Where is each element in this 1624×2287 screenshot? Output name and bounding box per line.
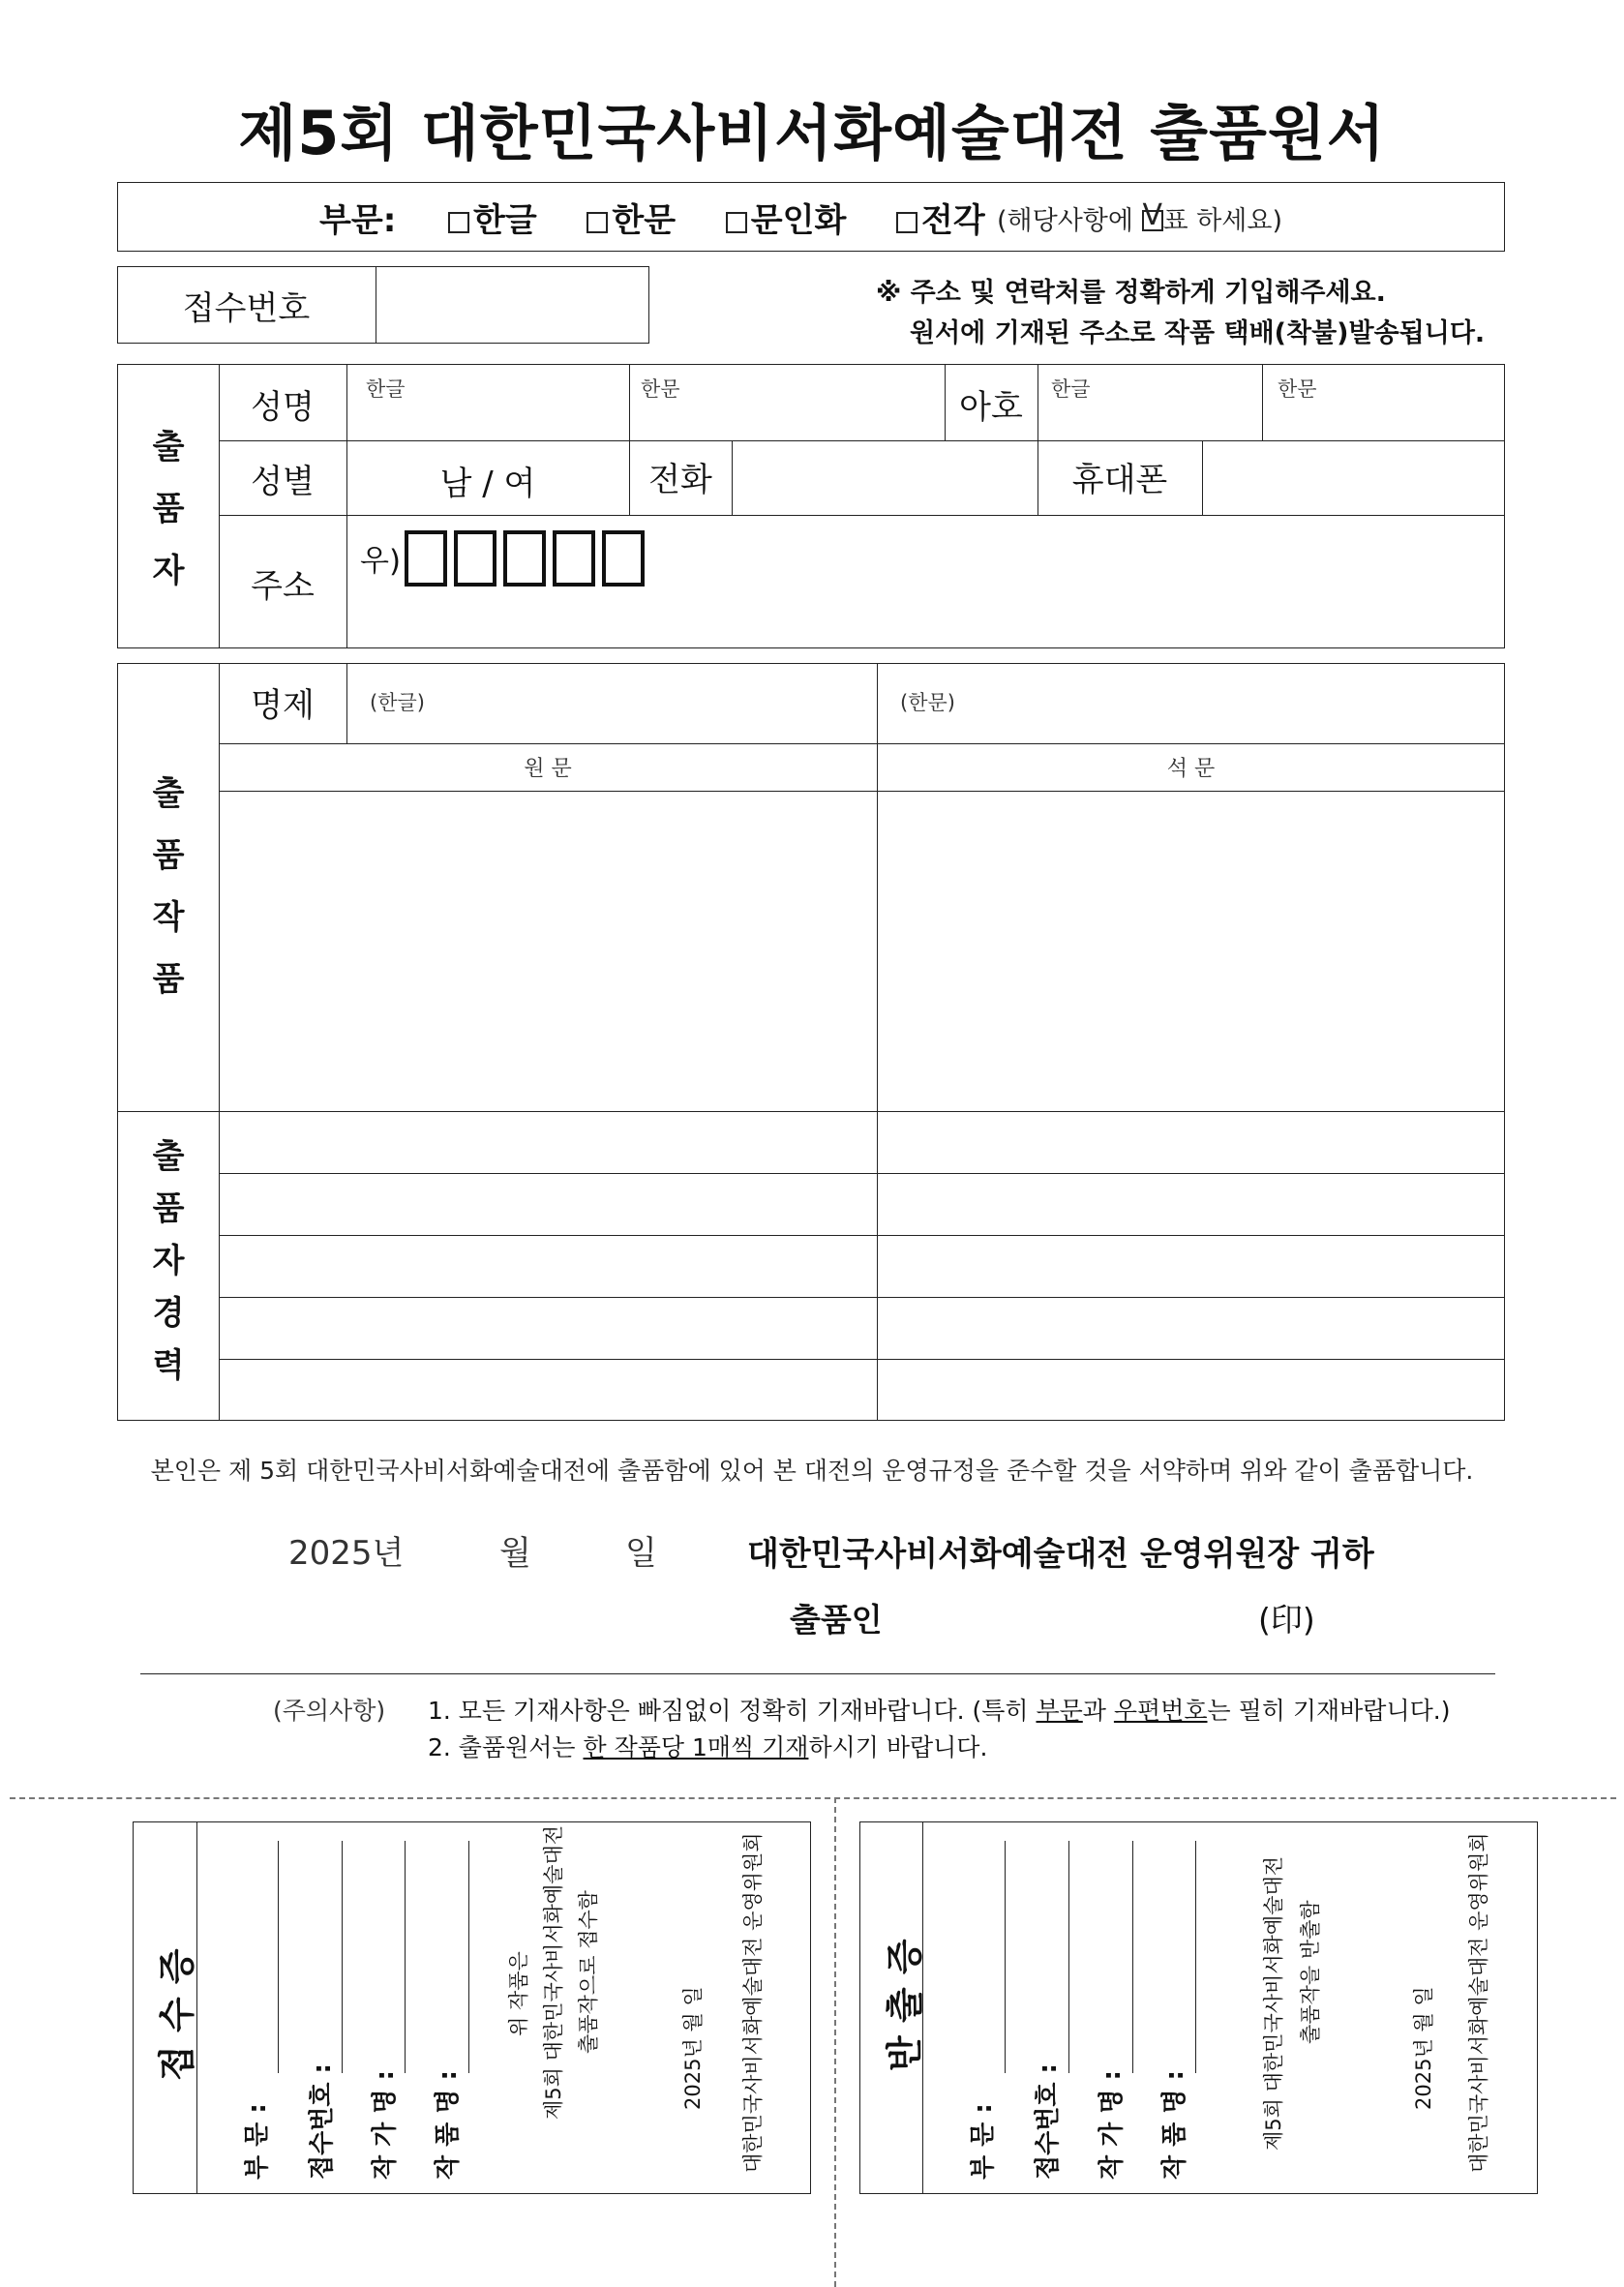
seal-mark: (印)	[1258, 1601, 1315, 1639]
pledge-text: 본인은 제 5회 대한민국사비서화예술대전에 출품함에 있어 본 대전의 운영규정을 준수할 것을 서약하며 위와 같이 출품합니다.	[150, 1457, 1474, 1485]
return-body-line-1: 제5회 대한민국사비서화예술대전	[1262, 1855, 1285, 2151]
original-text-area[interactable]	[221, 793, 875, 1109]
category-hint: (해당사항에 V 표 하세요)	[997, 198, 1282, 236]
gender-value[interactable]: 남 / 여	[439, 465, 536, 503]
category-selector	[319, 194, 985, 241]
career-row[interactable]	[221, 1237, 1503, 1295]
postal-digit-box[interactable]	[405, 530, 447, 587]
postal-digit-box[interactable]	[454, 530, 496, 587]
checkbox-icon[interactable]	[896, 212, 917, 233]
artwork-title-hangul-hint: (한글)	[370, 691, 425, 714]
return-field-receipt-no: 접수번호 :	[1034, 2063, 1063, 2180]
cut-line-horizontal	[10, 1797, 1616, 1799]
cut-line-vertical	[834, 1797, 836, 2287]
category-option-jeongak[interactable]: 전각	[896, 201, 985, 240]
address-label: 주소	[251, 567, 315, 606]
gender-label: 성별	[251, 463, 315, 501]
receipt-slip-title: 접 수 증	[156, 1948, 198, 2081]
translation-header: 석 문	[1166, 757, 1216, 781]
pen-name-hangul-hint: 한글	[1051, 377, 1091, 401]
notice-line-2: 원서에 기재된 주소로 작품 택배(착불)발송됩니다.	[910, 318, 1486, 348]
name-hangul-field[interactable]	[348, 366, 627, 438]
receipt-body-line-3: 출품작으로 접수함	[577, 1890, 600, 2054]
caution-item-1: 1. 모든 기재사항은 빠짐없이 정확히 기재바랍니다. (특히 부문과 우편번호는 필히 기재바랍니다.)	[428, 1697, 1451, 1725]
receipt-number-label: 접수번호	[182, 289, 311, 328]
career-row[interactable]	[221, 1361, 1503, 1419]
receipt-field-category: 부 문 :	[243, 2103, 272, 2180]
receipt-field-receipt-no: 접수번호 :	[308, 2063, 337, 2180]
return-field-artist: 작 가 명 :	[1098, 2070, 1127, 2180]
artwork-section-label: 출 품 작 품	[152, 774, 185, 999]
return-slip-title: 반 출 증	[884, 1939, 926, 2071]
return-body-line-2: 출품작을 반출함	[1299, 1900, 1322, 2044]
postal-digit-box[interactable]	[602, 530, 645, 587]
pen-name-hangul-field[interactable]	[1039, 366, 1260, 438]
original-text-header: 원 문	[524, 757, 572, 781]
notice-line-1: ※ 주소 및 연락처를 정확하게 기입해주세요.	[876, 278, 1386, 308]
mobile-label: 휴대폰	[1071, 461, 1168, 499]
artwork-title-hanja-hint: (한문)	[900, 691, 955, 714]
checkbox-icon[interactable]	[586, 212, 608, 233]
return-issuer: 대한민국사비서화예술대전 운영위원회	[1467, 1832, 1490, 2173]
applicant-sign-field[interactable]	[900, 1587, 1248, 1636]
applicant-section-label: 출 품 자	[152, 428, 185, 590]
addressee: 대한민국사비서화예술대전 운영위원장 귀하	[747, 1535, 1374, 1574]
caution-label: (주의사항)	[273, 1697, 386, 1725]
pen-name-label: 아호	[959, 388, 1023, 427]
category-option-hanja[interactable]: 한문	[586, 201, 676, 240]
mobile-field[interactable]	[1204, 442, 1503, 513]
category-label: 부문:	[319, 201, 397, 240]
checkmark-icon: V	[1142, 198, 1163, 232]
career-section-label: 출 품 자 경 력	[152, 1137, 185, 1385]
pen-name-hanja-field[interactable]	[1264, 366, 1503, 438]
return-field-category: 부 문 :	[969, 2103, 998, 2180]
career-row[interactable]	[221, 1299, 1503, 1357]
postal-digit-box[interactable]	[503, 530, 546, 587]
date-month: 월	[499, 1534, 531, 1573]
phone-label: 전화	[648, 461, 712, 499]
checkbox-icon[interactable]	[726, 212, 747, 233]
translation-area[interactable]	[879, 793, 1503, 1109]
phone-field[interactable]	[734, 442, 1036, 513]
category-option-hangul[interactable]: 한글	[448, 201, 537, 240]
career-row[interactable]	[221, 1175, 1503, 1233]
receipt-field-work: 작 품 명 :	[434, 2070, 463, 2180]
receipt-date: 2025년 월 일	[681, 1986, 705, 2110]
receipt-body-line-1: 위 작품은	[507, 1951, 530, 2036]
name-hangul-hint: 한글	[366, 377, 406, 401]
receipt-issuer: 대한민국사비서화예술대전 운영위원회	[741, 1832, 765, 2173]
postal-digit-box[interactable]	[553, 530, 595, 587]
applicant-sign-label: 출품인	[790, 1601, 883, 1639]
receipt-number-field[interactable]	[377, 268, 647, 342]
artwork-title-hanja-field[interactable]	[879, 665, 1503, 741]
receipt-body-line-2: 제5회 대한민국사비서화예술대전	[542, 1824, 565, 2120]
date-year: 2025년	[288, 1534, 405, 1573]
name-hanja-hint: 한문	[641, 377, 680, 401]
postal-prefix: 우)	[360, 544, 402, 579]
address-field[interactable]	[658, 523, 1500, 645]
caution-item-2: 2. 출품원서는 한 작품당 1매씩 기재하시기 바랍니다.	[428, 1733, 988, 1761]
date-day: 일	[625, 1534, 657, 1573]
name-hanja-field[interactable]	[631, 366, 943, 438]
receipt-field-artist: 작 가 명 :	[371, 2070, 400, 2180]
career-row[interactable]	[221, 1113, 1503, 1171]
artwork-title-label: 명제	[251, 686, 315, 725]
return-date: 2025년 월 일	[1412, 1986, 1435, 2110]
artwork-title-hangul-field[interactable]	[348, 665, 875, 741]
page-title: 제5회 대한민국사비서화예술대전 출품원서	[238, 98, 1386, 168]
category-option-munin[interactable]: 문인화	[726, 201, 847, 240]
receipt-slip	[133, 1821, 811, 2194]
return-field-work: 작 품 명 :	[1160, 2070, 1189, 2180]
name-label: 성명	[251, 388, 315, 427]
pen-name-hanja-hint: 한문	[1278, 377, 1317, 401]
checkmark-box	[1142, 198, 1163, 232]
checkbox-icon[interactable]	[448, 212, 469, 233]
